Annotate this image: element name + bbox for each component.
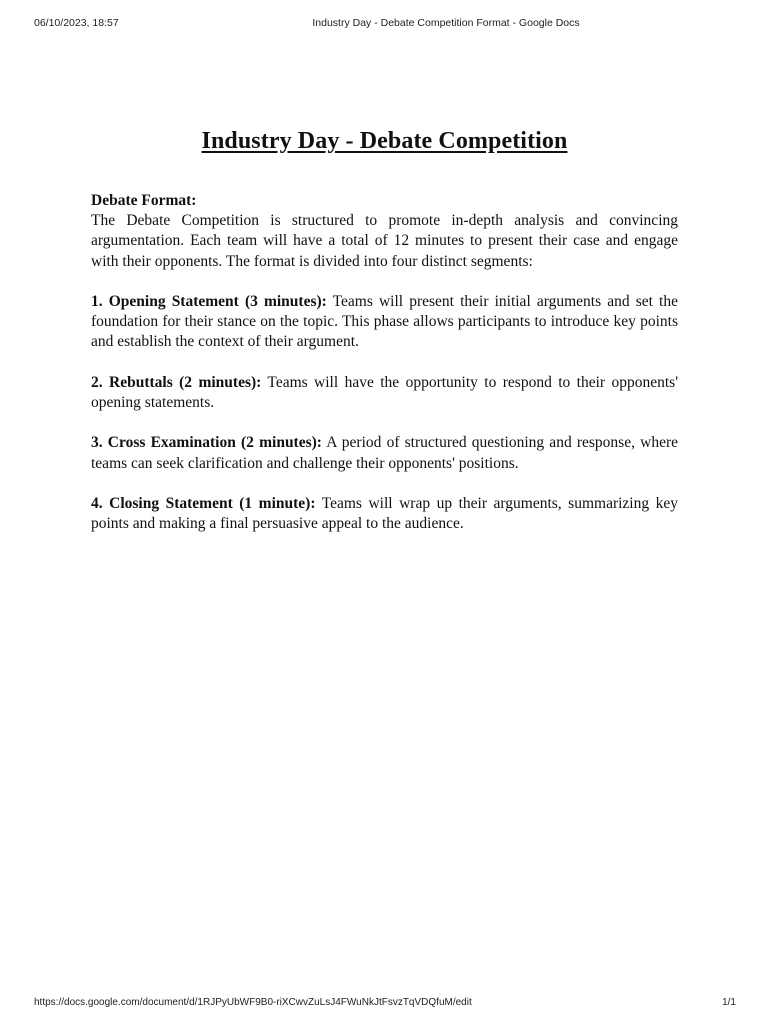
- print-footer: [0, 997, 768, 1013]
- segment-lead: 1. Opening Statement (3 minutes):: [91, 292, 327, 310]
- print-datetime: 06/10/2023, 18:57: [34, 17, 119, 29]
- page-indicator: 1/1: [722, 997, 736, 1008]
- segment-rebuttals: [91, 373, 678, 414]
- document-url: https://docs.google.com/document/d/1RJPyUbWF9B0-riXCwvZuLsJ4FWuNkJtFsvzTqVDQfuM/edit: [34, 997, 472, 1008]
- segment-lead: 2. Rebuttals (2 minutes):: [91, 373, 262, 391]
- document-body: [91, 128, 678, 555]
- segment-text: A period of structured questioning and response, where teams can seek clarification and challenge their opponents' positions.: [91, 434, 679, 472]
- section-heading: Debate Format:: [91, 192, 197, 209]
- segment-text: Teams will have the opportunity to respond to their opponents' opening statements.: [91, 373, 678, 412]
- document-title: Industry Day - Debate Competition: [201, 128, 568, 154]
- segment-opening-statement: [91, 292, 678, 353]
- segment-lead: 3. Cross Examination (2 minutes):: [91, 434, 322, 452]
- print-header: [0, 14, 768, 34]
- segment-closing-statement: [91, 494, 678, 535]
- print-window-title: Industry Day - Debate Competition Format - Google Docs: [312, 17, 580, 29]
- segment-text: Teams will wrap up their arguments, summarizing key points and making a final persuasive appeal to the audience.: [91, 494, 678, 533]
- segment-text: Teams will present their initial arguments and set the foundation for their stance on the topic. This phase allows participants to introduce key points and establish the context of their argument.: [91, 292, 678, 351]
- segment-lead: 4. Closing Statement (1 minute):: [91, 494, 316, 512]
- segment-cross-examination: [91, 433, 678, 474]
- intro-paragraph: The Debate Competition is structured to promote in-depth analysis and convincing argumentation. Each team will have a total of 12 minutes to present their case and engage with their opponents. The format is divided into four distinct segments:: [91, 212, 678, 270]
